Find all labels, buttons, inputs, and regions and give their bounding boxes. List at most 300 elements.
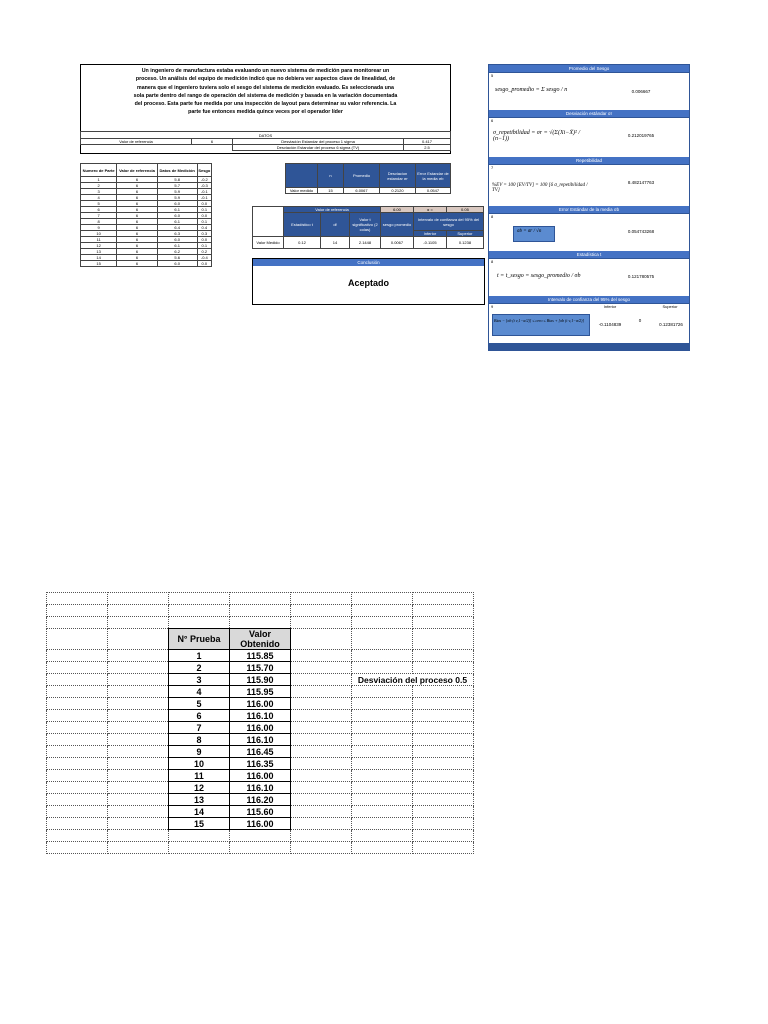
s3-value: 8.482147763 [627,180,655,185]
measure-cell: 6 [117,183,157,189]
sheet-cell[interactable] [291,842,352,854]
datos-label: DATOS [81,132,451,139]
s3-formula: %EV = 100 [EV/TV] = 100 [6 σ_repetibilidad / TV] [492,183,588,193]
valor-cell[interactable]: 116.35 [230,758,291,770]
measure-cell: 6.3 [157,231,197,237]
valor-cell[interactable]: 116.00 [230,698,291,710]
measure-cell: 6 [117,207,157,213]
measure-cell: 6 [117,237,157,243]
sheet-cell[interactable] [47,605,108,617]
stats2-header-ic: Intervalo de confianza del 95% del sesgo [414,213,484,231]
sheet-cell[interactable] [108,710,169,722]
prueba-cell[interactable]: 9 [169,746,230,758]
measure-cell: 7 [81,213,117,219]
sheet-cell[interactable] [413,629,474,650]
stats2-cell: 2.1448 [350,237,381,249]
sheet-cell[interactable] [291,770,352,782]
sheet-row [47,629,474,650]
measure-cell: 8 [81,219,117,225]
s1-num: 5 [491,73,494,78]
sheet-cell[interactable] [291,722,352,734]
sheet-row [47,746,474,758]
measure-cell: 5 [81,201,117,207]
measure-cell: 6 [117,195,157,201]
sheet-cell[interactable] [291,710,352,722]
s6-inf-label: Inferior [603,304,617,309]
stats1-cell: 6.0067 [344,188,380,194]
s6-sup-value: 0.12381726 [659,322,683,327]
stats2-header-df: df [321,213,350,237]
conclusion-label: Conclusión [253,259,484,266]
measure-cell: 2 [81,183,117,189]
sheet-cell[interactable] [108,794,169,806]
sheet-cell[interactable] [108,698,169,710]
stats1-header-0 [286,164,318,188]
sheet-cell[interactable] [291,686,352,698]
sheet-cell[interactable] [352,818,413,830]
sheet-cell[interactable] [108,686,169,698]
prueba-cell[interactable]: 7 [169,722,230,734]
sheet-cell[interactable] [47,710,108,722]
sheet-cell[interactable] [47,629,108,650]
stats2-alpha-value: 0.05 [446,207,483,213]
measure-cell: 6 [117,261,157,267]
measure-cell: 6.1 [157,243,197,249]
sheet-cell[interactable] [291,734,352,746]
measure-header: Valor de referencia [117,164,157,177]
sheet-cell[interactable] [47,770,108,782]
measure-cell: 6 [117,177,157,183]
measure-cell: 14 [81,255,117,261]
measure-header: Numero de Parte [81,164,117,177]
sheet-cell[interactable] [413,710,474,722]
ref-value: 6 [192,139,233,145]
sheet-cell[interactable] [291,806,352,818]
sheet-cell[interactable] [230,593,291,605]
s4-num: 8 [491,214,494,219]
sheet-row [47,806,474,818]
sheet-cell[interactable] [291,830,352,842]
sheet-cell[interactable] [108,842,169,854]
sheet-cell[interactable] [108,770,169,782]
sheet-row [47,842,474,854]
measure-cell: 10 [81,231,117,237]
s6-title: Intervalo de confianza del 95% del sesgo [489,296,689,303]
sheet-cell[interactable] [108,662,169,674]
sheet-cell[interactable] [291,746,352,758]
prueba-cell[interactable]: 4 [169,686,230,698]
sheet-cell[interactable] [413,722,474,734]
stats2-sub-sup: Superior [446,231,483,237]
measure-cell: 6 [117,213,157,219]
s1-formula: sesgo_promedio = Σ sesgo / n [495,87,568,93]
s6-formula: Bias − [σb (t ν,1−α/2)] ≤ cero ≤ Bias + [σb (t ν,1−α/2)] [494,318,585,323]
sheet-cell[interactable] [47,818,108,830]
sheet-cell[interactable] [413,746,474,758]
measure-cell: 0.0 [197,237,211,243]
sheet-cell[interactable] [291,662,352,674]
measure-cell: 6 [117,189,157,195]
sheet-cell[interactable] [352,794,413,806]
sheet-cell[interactable] [47,758,108,770]
conclusion-box [252,258,485,305]
prueba-cell[interactable]: 12 [169,782,230,794]
valor-cell[interactable]: 115.70 [230,662,291,674]
sheet-row [47,794,474,806]
sheet-row [47,617,474,629]
stats1-header-promedio: Promedio [344,164,380,188]
measure-cell: 6 [117,219,157,225]
sheet-cell[interactable] [413,758,474,770]
stats1-cell: 0.0547 [416,188,451,194]
stats2-cell: 0.1238 [446,237,483,249]
stats2-cell: 0.0067 [381,237,414,249]
s5-formula: t = t_sesgo = sesgo_promedio / σb [497,273,581,279]
ref-label: Valor de referencia [81,139,192,145]
sheet-cell[interactable] [352,734,413,746]
sheet-cell[interactable] [291,593,352,605]
sheet-cell[interactable] [291,605,352,617]
prueba-cell[interactable]: 10 [169,758,230,770]
sigma6-value: 2.5 [404,145,451,151]
s2-num: 6 [491,118,494,123]
sheet-cell[interactable] [413,770,474,782]
valor-cell[interactable]: 116.10 [230,782,291,794]
valor-cell[interactable]: 115.60 [230,806,291,818]
sheet-cell[interactable] [108,734,169,746]
sheet-cell[interactable] [47,806,108,818]
s2-title: Desviación estándar σr [489,110,689,117]
sheet-row [47,722,474,734]
sheet-cell[interactable] [291,794,352,806]
measure-cell: 0.3 [197,231,211,237]
stats2-header-sesgo: sesgo promedio [381,213,414,237]
measure-cell: 6.2 [157,249,197,255]
valor-cell[interactable]: 116.20 [230,794,291,806]
sheet-cell[interactable] [47,686,108,698]
sheet-cell[interactable] [413,686,474,698]
s3-num: 7 [491,165,494,170]
sheet-cell[interactable] [413,830,474,842]
measure-cell: 6 [81,207,117,213]
measure-cell: 5.7 [157,183,197,189]
s6-num: 9 [491,304,494,309]
sheet-row [47,770,474,782]
sheet-row [47,782,474,794]
stats2-cell: 14 [321,237,350,249]
sheet-cell[interactable] [352,758,413,770]
stats-table-2 [252,206,484,249]
problem-text: Un ingeniero de manufactura estaba evaluando un nuevo sistema de medición para monitorear un proceso. Un análisis del equipo de medición indicó que no debiera ver aspectos clave de linealidad, de manera que el ingeniero tuviera solo el sesgo del sistema de medición evaluado. Es seleccionada una sola parte dentro del rango de operación del sistema de medición y basada en la variación documentada del proceso. Esta parte fue medida por una inspección de layout para determinar su valor referencia. La parte fue entonces medida quince veces por el operador líder [133,68,398,116]
sheet-cell[interactable] [108,758,169,770]
stats2-sub-inf: Inferior [414,231,447,237]
sheet-cell[interactable] [108,746,169,758]
prueba-cell[interactable]: 11 [169,770,230,782]
sheet-cell[interactable] [352,698,413,710]
col-header-valor[interactable]: Valor Obtenido [230,629,291,650]
sheet-cell[interactable] [108,806,169,818]
sheet-row [47,686,474,698]
sheet-cell[interactable] [47,830,108,842]
sheet-cell[interactable] [413,617,474,629]
measure-cell: -0.1 [197,189,211,195]
sheet-cell[interactable] [352,605,413,617]
valor-cell[interactable]: 116.45 [230,746,291,758]
measure-cell: 6 [117,243,157,249]
stats1-header-error: Error Estandar de la media σb [416,164,451,188]
sheet-cell[interactable] [291,674,352,686]
sheet-cell[interactable] [352,830,413,842]
measurement-table [80,163,212,267]
valor-cell[interactable]: 116.10 [230,734,291,746]
sheet-cell[interactable] [352,650,413,662]
s5-value: 0.121780575 [627,274,655,279]
sheet-cell[interactable] [352,722,413,734]
sheet-cell[interactable] [108,782,169,794]
sheet-cell[interactable] [108,818,169,830]
prueba-cell[interactable]: 5 [169,698,230,710]
stats1-header-n: n [318,164,344,188]
table-row [81,261,212,267]
measure-cell: -0.3 [197,183,211,189]
valor-cell[interactable]: 115.90 [230,674,291,686]
s1-value: 0.006667 [631,89,651,94]
sheet-cell[interactable] [108,722,169,734]
sigma6-label: Desviación Estandar del proceso 6 sigma (TV) [233,145,404,151]
sheet-cell[interactable] [413,818,474,830]
sheet-cell[interactable] [230,842,291,854]
sheet-cell[interactable] [47,617,108,629]
sheet-cell[interactable] [47,722,108,734]
sheet-cell[interactable] [108,629,169,650]
stats2-cell: 0.12 [284,237,321,249]
stats1-cell: 15 [318,188,344,194]
measure-cell: 0.4 [197,225,211,231]
s4-title: Error Estándar de la media σb [489,206,689,213]
valor-cell[interactable]: 116.10 [230,710,291,722]
sheet-cell[interactable] [169,842,230,854]
measure-cell: 0.1 [197,219,211,225]
measure-cell: 6.0 [157,261,197,267]
sheet-row [47,662,474,674]
s5-title: Estadística t [489,251,689,258]
measure-cell: 5.6 [157,255,197,261]
sheet-cell[interactable] [352,662,413,674]
valor-cell[interactable]: 116.00 [230,818,291,830]
sigma1-label: Desviación Estandar del proceso 1 sigma [233,139,404,145]
measure-cell: 6.0 [157,201,197,207]
s4-formula: σb = σr / √n [517,229,542,234]
sheet-cell[interactable] [47,650,108,662]
measure-cell: -0.1 [197,195,211,201]
sheet-cell[interactable] [352,617,413,629]
sheet-cell[interactable] [47,734,108,746]
sheet-cell[interactable] [352,770,413,782]
measure-cell: -0.4 [197,255,211,261]
col-header-prueba[interactable]: N° Prueba [169,629,230,650]
sheet-cell[interactable] [413,782,474,794]
prueba-cell[interactable]: 8 [169,734,230,746]
sheet-row [47,758,474,770]
measure-cell: 6 [117,225,157,231]
sheet-cell[interactable] [413,698,474,710]
prueba-cell[interactable]: 3 [169,674,230,686]
prueba-cell[interactable]: 1 [169,650,230,662]
sheet-cell[interactable] [413,593,474,605]
measure-cell: 15 [81,261,117,267]
process-deviation-note[interactable]: Desviación del proceso 0.5 [352,674,474,686]
sheet-cell[interactable] [169,830,230,842]
sheet-cell[interactable] [47,794,108,806]
sheet-cell[interactable] [413,806,474,818]
measure-cell: 6.0 [157,237,197,243]
sheet-row [47,710,474,722]
sheet-cell[interactable] [291,698,352,710]
stats2-alpha-label: α = [414,207,447,213]
stats1-header-desv: Desviacion estandar σr [380,164,416,188]
sheet-cell[interactable] [291,782,352,794]
sheet-cell[interactable] [169,593,230,605]
measure-cell: 6 [117,201,157,207]
s6-inf-value: -0.1104839 [598,322,622,327]
s6-sup-label: Superior [662,304,678,309]
sheet-cell[interactable] [169,617,230,629]
sheet-cell[interactable] [230,830,291,842]
measure-cell: 5.8 [157,177,197,183]
sheet-cell[interactable] [108,830,169,842]
prueba-cell[interactable]: 6 [169,710,230,722]
sheet-cell[interactable] [352,746,413,758]
sheet-cell[interactable] [413,662,474,674]
measure-cell: 0.1 [197,207,211,213]
measure-header: Datos de Medición [157,164,197,177]
measure-cell: 11 [81,237,117,243]
sheet-cell[interactable] [413,734,474,746]
sheet-cell[interactable] [291,629,352,650]
valor-cell[interactable]: 116.00 [230,722,291,734]
sheet-row [47,698,474,710]
stats2-header-t: Estadístico t [284,213,321,237]
stats1-cell: 0.2120 [380,188,416,194]
measure-cell: 6 [117,249,157,255]
sheet-cell[interactable] [47,782,108,794]
prueba-cell[interactable]: 14 [169,806,230,818]
sheet-cell[interactable] [352,782,413,794]
conclusion-value: Aceptado [347,278,389,288]
sheet-cell[interactable] [352,629,413,650]
measure-cell: 12 [81,243,117,249]
sheet-cell[interactable] [352,842,413,854]
prueba-cell[interactable]: 2 [169,662,230,674]
sheet-cell[interactable] [230,605,291,617]
sheet-row [47,674,474,686]
sheet-cell[interactable] [108,617,169,629]
sheet-cell[interactable] [47,593,108,605]
s2-formula: σ_repetibilidad = σr = √(Σ(Xi−X̄)² / (n−1)) [493,130,580,142]
measure-cell: 6.1 [157,219,197,225]
measure-cell: 5.9 [157,195,197,201]
sheet-cell[interactable] [352,686,413,698]
sheet-cell[interactable] [230,617,291,629]
valor-cell[interactable]: 116.00 [230,770,291,782]
measure-cell: 1 [81,177,117,183]
sigma1-value: 0.417 [404,139,451,145]
sheet-cell[interactable] [108,605,169,617]
sheet-cell[interactable] [108,593,169,605]
stats2-cell: -0.1105 [414,237,447,249]
s3-title: Repetibilidad [489,157,689,164]
sheet-cell[interactable] [291,650,352,662]
sheet-cell[interactable] [47,746,108,758]
measure-cell: 13 [81,249,117,255]
valor-cell[interactable]: 115.85 [230,650,291,662]
measure-cell: 4 [81,195,117,201]
sheet-cell[interactable] [413,650,474,662]
measure-cell: 0.2 [197,249,211,255]
sheet-row [47,818,474,830]
stats1-cell: Valor medido [286,188,318,194]
sheet-cell[interactable] [169,605,230,617]
sheet-cell[interactable] [108,650,169,662]
sheet-cell[interactable] [413,794,474,806]
prueba-cell[interactable]: 15 [169,818,230,830]
s2-value: 0.212019765 [627,133,655,138]
sheet-cell[interactable] [291,818,352,830]
sheet-cell[interactable] [352,806,413,818]
s4-value: 0.054743268 [627,229,655,234]
sheet-cell[interactable] [47,842,108,854]
measure-header: Sesgo [197,164,211,177]
sheet-cell[interactable] [352,710,413,722]
measure-cell: 6.1 [157,207,197,213]
sheet-cell[interactable] [47,674,108,686]
right-panel [488,64,690,351]
sheet-row [47,650,474,662]
measure-cell: 0.0 [197,261,211,267]
measure-cell: 6 [117,255,157,261]
s5-num: 8 [491,259,494,264]
measure-cell: 6 [117,231,157,237]
s1-title: Promedio del Sesgo [489,65,689,72]
sheet-cell[interactable] [352,593,413,605]
measure-cell: 0.0 [197,201,211,207]
valor-cell[interactable]: 115.95 [230,686,291,698]
sheet-cell[interactable] [413,605,474,617]
prueba-cell[interactable]: 13 [169,794,230,806]
measure-cell: 6.0 [157,213,197,219]
stats2-row-label: Valor Medido [253,237,284,249]
datos-table [80,131,451,151]
sheet-row [47,593,474,605]
stats2-header-tsig: Valor t significativo (2 colas) [350,213,381,237]
bottom-sheet [46,592,474,854]
stats2-ref-value: 6.00 [381,207,414,213]
sheet-cell[interactable] [413,842,474,854]
sheet-cell[interactable] [108,674,169,686]
stats-table-1 [285,163,451,194]
measure-cell: 9 [81,225,117,231]
sheet-row [47,605,474,617]
sheet-cell[interactable] [291,617,352,629]
measure-cell: 0.0 [197,213,211,219]
measure-cell: 0.1 [197,243,211,249]
sheet-cell[interactable] [47,698,108,710]
measure-cell: 6.4 [157,225,197,231]
sheet-cell[interactable] [291,758,352,770]
measure-cell: -0.2 [197,177,211,183]
sheet-cell[interactable] [47,662,108,674]
measure-cell: 3 [81,189,117,195]
